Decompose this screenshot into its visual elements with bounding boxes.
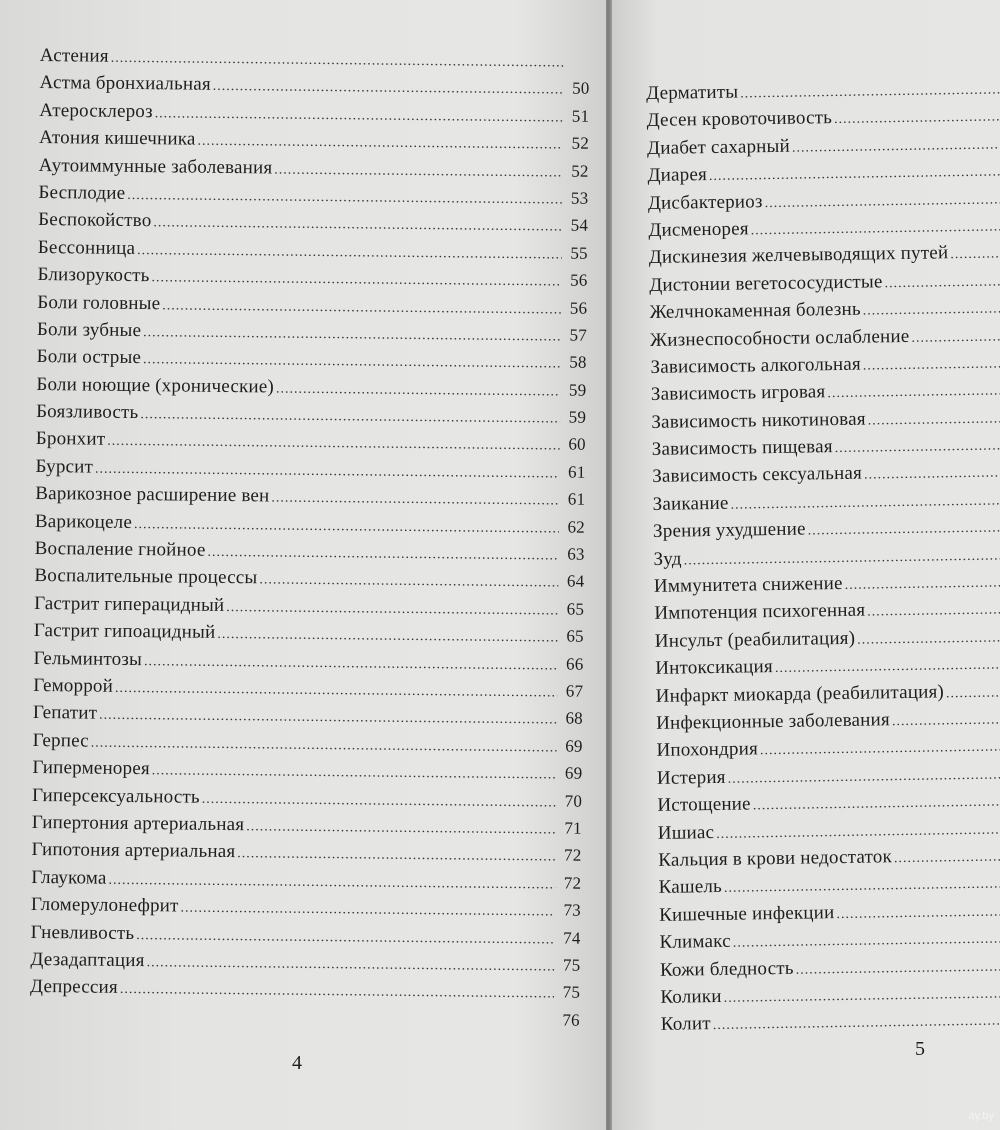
dot-leader [863, 350, 1000, 380]
toc-entry-term: Гипотония артериальная [31, 839, 236, 863]
toc-entry-page: 50 [572, 78, 590, 99]
toc-entry-page: 53 [570, 188, 589, 208]
toc-entry-term: Дисбактериоз [647, 190, 763, 214]
toc-entry-term: Зуд [653, 548, 682, 570]
dot-leader [217, 621, 558, 652]
toc-entry-term: Гипертония артериальная [31, 811, 245, 836]
toc-entry [649, 266, 1000, 299]
toc-entry-page: 68 [565, 708, 584, 729]
left-toc-list [30, 42, 590, 1034]
dot-leader [884, 268, 1000, 298]
toc-entry [650, 321, 1000, 354]
toc-entry-page: 59 [568, 380, 587, 400]
toc-entry [654, 567, 1000, 600]
right-toc-list [646, 74, 1000, 1039]
toc-entry-term: Бронхит [35, 428, 106, 451]
dot-leader [892, 706, 1000, 736]
dot-leader [835, 432, 1000, 462]
toc-entry-term: Бурсит [35, 455, 94, 478]
toc-entry [657, 759, 1000, 792]
toc-entry-term: Близорукость [37, 264, 150, 287]
toc-entry-page: 52 [571, 161, 589, 181]
toc-entry [651, 403, 1000, 436]
toc-entry-term: Ишиас [657, 821, 715, 844]
toc-entry-term: Астма бронхиальная [39, 72, 211, 96]
dot-leader [153, 210, 562, 242]
dot-leader [911, 323, 1000, 352]
toc-entry-term: Истерия [656, 766, 726, 789]
dot-leader [834, 103, 1000, 133]
toc-entry-page: 69 [564, 763, 583, 783]
dot-leader [753, 788, 1000, 820]
toc-entry [658, 868, 1000, 901]
toc-entry-term: Гиперсексуальность [32, 784, 200, 808]
toc-entry-page: 76 [562, 1010, 580, 1030]
toc-entry-page: 67 [565, 681, 584, 701]
toc-entry-page: 62 [567, 517, 586, 537]
toc-entry-page: 65 [566, 626, 584, 646]
toc-entry-term: Зависимость никотиновая [651, 408, 866, 433]
dot-leader [827, 377, 1000, 408]
toc-entry-term: Боли зубные [36, 318, 142, 341]
dot-leader [950, 240, 1000, 269]
toc-entry-term: Кальция в крови недостаток [658, 846, 893, 871]
toc-entry [647, 129, 1000, 162]
dot-leader [867, 596, 1000, 626]
toc-entry [646, 74, 1000, 107]
toc-entry-page: 75 [562, 982, 581, 1002]
toc-entry-page: 59 [568, 407, 587, 427]
toc-entry-term: Инфекционные заболевания [655, 709, 891, 734]
toc-entry-term: Атеросклероз [39, 99, 153, 122]
toc-entry [650, 348, 1000, 381]
toc-entry-term: Кишечные инфекции [658, 901, 835, 926]
toc-entry-term: Дерматиты [646, 81, 739, 104]
toc-entry-term: Десен кровоточивость [646, 107, 833, 132]
toc-entry [647, 156, 1000, 189]
toc-entry-page: 57 [569, 325, 588, 345]
dot-leader [733, 925, 1000, 957]
right-page-number: 5 [915, 1038, 925, 1060]
dot-leader [792, 131, 1000, 162]
toc-entry-term: Воспалительные процессы [34, 565, 258, 589]
toc-entry-page: 65 [566, 599, 585, 619]
toc-entry-term: Беспокойство [38, 209, 152, 232]
toc-entry-term: Боли головные [37, 291, 161, 314]
dot-leader [226, 594, 558, 625]
toc-entry-page: 64 [566, 571, 585, 592]
toc-entry-term: Боязливость [36, 401, 139, 424]
dot-leader [143, 319, 561, 351]
dot-leader [144, 648, 558, 680]
dot-leader [162, 292, 561, 324]
toc-entry-term: Колики [660, 985, 722, 1008]
toc-entry-term: Инсульт (реабилитация) [654, 627, 856, 652]
dot-leader [836, 898, 1000, 929]
toc-entry-page: 72 [563, 873, 582, 893]
toc-entry-term: Иммунитета снижение [653, 573, 843, 597]
right-page [612, 0, 1000, 1130]
toc-entry-page: 56 [570, 270, 588, 290]
toc-entry [655, 622, 1000, 655]
toc-entry-term: Дистонии вегетососудистые [649, 271, 883, 296]
toc-entry-term: Варикозное расширение вен [35, 483, 270, 507]
toc-entry [652, 485, 1000, 518]
toc-entry-term: Колит [660, 1013, 711, 1036]
dot-leader [946, 679, 1000, 708]
dot-leader [237, 840, 555, 871]
toc-entry-term: Ипохондрия [656, 738, 759, 762]
dot-leader [140, 401, 560, 433]
toc-entry [646, 101, 1000, 134]
dot-leader [844, 569, 1000, 599]
toc-entry-term: Гастрит гипоацидный [33, 620, 216, 644]
toc-entry-page: 70 [564, 791, 583, 811]
toc-entry-page: 54 [570, 215, 589, 236]
toc-entry-page: 66 [566, 654, 584, 674]
toc-entry-term: Зависимость алкогольная [650, 353, 861, 378]
dot-leader [136, 922, 555, 954]
toc-entry-term: Бессонница [37, 236, 136, 259]
toc-entry-term: Желчнокаменная болезнь [649, 298, 861, 324]
dot-leader [246, 813, 556, 844]
dot-leader [259, 567, 558, 598]
toc-entry-term: Гломерулонефрит [30, 894, 179, 917]
toc-entry-page: 71 [564, 818, 582, 838]
dot-leader [213, 73, 564, 104]
toc-entry-term: Импотенция психогенная [654, 600, 866, 625]
toc-entry [649, 238, 1000, 271]
toc-entry [651, 375, 1000, 408]
toc-entry-term: Боли ноющие (хронические) [36, 373, 275, 398]
toc-entry-page: 74 [563, 928, 581, 948]
dot-leader [202, 785, 557, 816]
toc-entry-term: Диарея [647, 164, 708, 187]
toc-entry-page: 61 [567, 489, 586, 509]
left-page-number: 4 [292, 1052, 302, 1074]
toc-entry-term: Гепатит [32, 702, 98, 725]
toc-entry-page: 58 [569, 352, 587, 373]
toc-entry [654, 594, 1000, 627]
dot-leader [724, 870, 1000, 902]
toc-entry-term: Геморрой [33, 674, 114, 697]
dot-leader [867, 405, 1000, 435]
toc-entry [649, 293, 1000, 326]
toc-entry-term: Зависимость игровая [650, 381, 826, 406]
toc-entry-term: Истощение [657, 793, 751, 817]
toc-entry-page: 73 [563, 900, 582, 920]
toc-entry-term: Диабет сахарный [646, 135, 791, 159]
toc-entry [653, 512, 1000, 545]
dot-leader [857, 624, 1000, 654]
dot-leader [151, 264, 561, 296]
dot-leader [795, 952, 1000, 983]
toc-entry-term: Инфаркт миокарда (реабилитация) [655, 680, 945, 707]
toc-entry-page: 72 [564, 845, 582, 866]
toc-entry-page: 69 [565, 736, 583, 756]
watermark: ay.by [968, 1110, 994, 1122]
dot-leader [730, 487, 1000, 519]
toc-entry-term: Жизнеспособности ослабление [649, 325, 910, 351]
toc-entry-term: Зависимость сексуальная [652, 463, 863, 488]
toc-entry-term: Кашель [658, 876, 723, 899]
toc-entry-term: Воспаление гнойное [34, 538, 206, 561]
toc-entry-page: 56 [569, 298, 588, 318]
toc-entry-term: Зависимость пищевая [651, 436, 833, 461]
toc-entry-term: Дисменорея [648, 218, 749, 241]
toc-entry [652, 457, 1000, 490]
toc-entry-page: 51 [571, 106, 590, 126]
toc-entry [656, 704, 1000, 737]
toc-entry-term: Депрессия [29, 976, 118, 999]
toc-entry-term: Заикание [652, 492, 729, 515]
toc-entry-term: Астения [39, 44, 109, 67]
toc-entry-term: Гастрит гиперацидный [34, 592, 225, 616]
dot-leader [713, 1007, 1000, 1039]
toc-entry-page: 63 [567, 544, 585, 564]
toc-entry-term: Герпес [32, 729, 89, 752]
dot-leader [274, 156, 563, 186]
toc-entry-term: Атония кишечника [38, 127, 196, 150]
dot-leader [764, 186, 1000, 217]
toc-entry-term: Зрения ухудшение [652, 518, 806, 543]
toc-entry [648, 184, 1000, 217]
toc-entry [659, 896, 1000, 929]
dot-leader [152, 757, 557, 789]
toc-entry [660, 950, 1000, 983]
toc-entry-page: 61 [568, 462, 586, 482]
toc-entry-term: Бесплодие [38, 181, 126, 204]
dot-leader [864, 460, 1000, 490]
dot-leader [723, 980, 1000, 1012]
dot-leader [727, 761, 1000, 793]
toc-entry [655, 677, 1000, 710]
dot-leader [276, 375, 561, 405]
toc-entry-term: Аутоиммунные заболевания [38, 154, 273, 179]
toc-entry-term: Варикоцеле [34, 510, 133, 533]
toc-entry [652, 430, 1000, 463]
toc-entry-page: 52 [571, 133, 590, 153]
toc-entry [660, 978, 1000, 1011]
toc-entry [658, 841, 1000, 874]
toc-entry [655, 649, 1000, 682]
toc-entry [658, 813, 1000, 846]
dot-leader [807, 514, 1000, 545]
dot-leader [760, 733, 1000, 765]
toc-entry-term: Боли острые [36, 346, 142, 369]
dot-leader [146, 949, 554, 981]
toc-entry-page: 55 [570, 243, 588, 263]
toc-entry-page: 60 [568, 435, 586, 455]
dot-leader [271, 485, 559, 515]
toc-entry-term: Глаукома [31, 866, 107, 889]
toc-entry [657, 786, 1000, 819]
toc-entry-term: Дискинезия желчевыводящих путей [648, 242, 949, 269]
dot-leader [863, 295, 1000, 325]
toc-entry [659, 923, 1000, 956]
dot-leader [155, 100, 564, 132]
toc-entry-term: Гиперменорея [32, 757, 150, 780]
dot-leader [120, 976, 554, 1008]
toc-entry-term: Гельминтозы [33, 647, 143, 670]
dot-leader [894, 843, 1000, 873]
toc-entry-page: 75 [562, 955, 581, 975]
toc-entry [656, 731, 1000, 764]
toc-entry-term: Кожи бледность [659, 957, 794, 981]
dot-leader [740, 76, 1000, 108]
toc-entry-term: Дезадаптация [30, 948, 145, 972]
dot-leader [207, 539, 558, 570]
toc-entry-term: Интоксикация [655, 656, 774, 680]
toc-entry-term: Климакс [659, 930, 731, 954]
toc-entry-term: Гневливость [30, 921, 135, 944]
dot-leader [180, 895, 555, 926]
